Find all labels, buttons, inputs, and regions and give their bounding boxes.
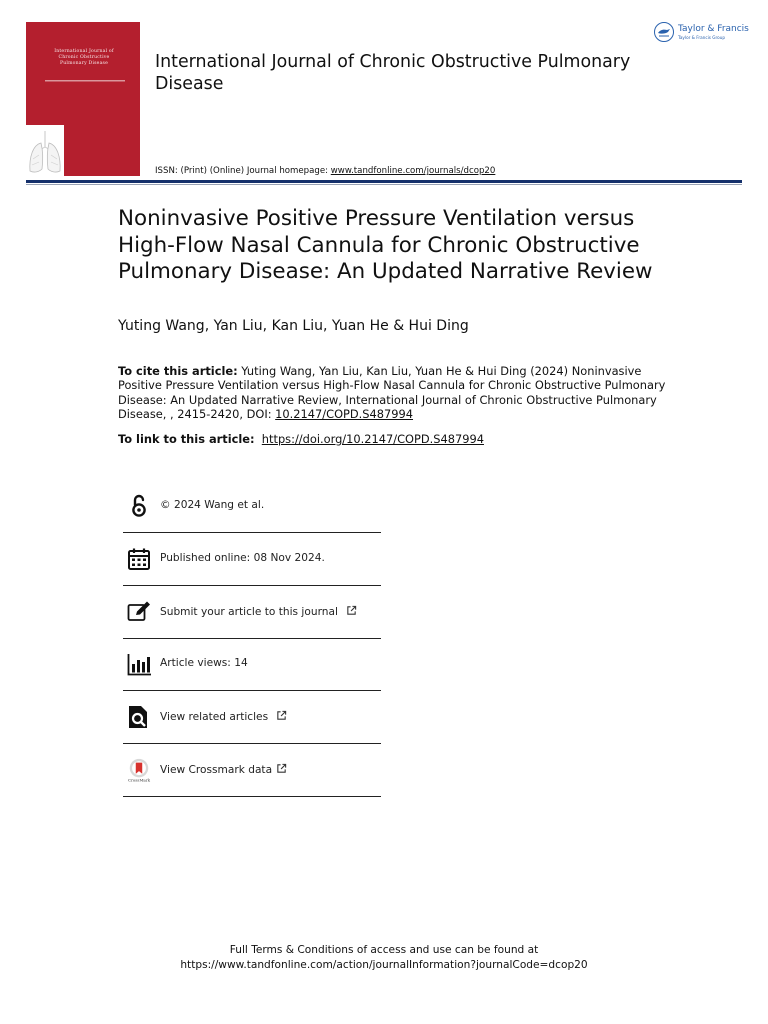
citation-label: To cite this article: [118, 364, 238, 378]
lamp-icon [655, 23, 673, 41]
article-authors: Yuting Wang, Yan Liu, Kan Liu, Yuan He & Hui Ding [118, 318, 469, 334]
terms-url[interactable]: https://www.tandfonline.com/action/journalInformation?journalCode=dcop20 [180, 958, 588, 971]
article-link-label: To link to this article: [118, 432, 255, 446]
meta-row-copyright [123, 480, 381, 533]
lungs-illustration [26, 125, 64, 176]
meta-row-submit[interactable] [123, 586, 381, 639]
meta-row-published [123, 533, 381, 586]
crossmark-link[interactable]: View Crossmark data [160, 763, 287, 776]
bar-chart-icon [127, 652, 151, 676]
related-search-icon [127, 705, 151, 729]
related-articles-link[interactable]: View related articles [160, 710, 287, 723]
cover-volume-mark [45, 79, 125, 83]
external-link-icon [346, 605, 357, 616]
publisher-group: Taylor & Francis Group [678, 35, 726, 40]
publisher-logo-icon [654, 22, 674, 42]
article-views: Article views: 14 [160, 657, 248, 669]
issn-text: ISSN: (Print) (Online) Journal homepage: [155, 166, 329, 176]
terms-footer [0, 943, 768, 972]
cover-title: International Journal of Chronic Obstructive Pulmonary Disease [54, 49, 114, 67]
header-rule-thin [26, 184, 742, 185]
meta-row-views [123, 638, 381, 691]
crossmark-badge-text: CrossMark [127, 777, 151, 782]
submit-article-link[interactable]: Submit your article to this journal [160, 605, 357, 618]
meta-row-related[interactable] [123, 691, 381, 744]
external-link-icon [276, 710, 287, 721]
edit-icon [127, 600, 151, 624]
article-link-line [118, 432, 484, 446]
journal-homepage-link[interactable]: www.tandfonline.com/journals/dcop20 [330, 166, 496, 176]
publisher-name: Taylor & Francis [678, 24, 749, 34]
external-link-icon [276, 763, 287, 774]
cover-volume-strip [36, 79, 134, 84]
published-date: Published online: 08 Nov 2024. [160, 552, 325, 564]
crossmark-icon [127, 758, 151, 782]
open-access-icon [127, 494, 151, 518]
copyright-text: © 2024 Wang et al. [160, 499, 265, 511]
citation-block [118, 364, 678, 422]
meta-divider [123, 796, 381, 797]
publisher-logo[interactable] [654, 22, 754, 46]
issn-line [155, 166, 495, 176]
calendar-icon [127, 547, 151, 571]
article-title: Noninvasive Positive Pressure Ventilation versus High-Flow Nasal Cannula for Chronic Obstructive Pulmonary Disease: An Updated Narrative Review [118, 206, 653, 284]
article-doi-link[interactable]: https://doi.org/10.2147/COPD.S487994 [261, 432, 484, 446]
meta-row-crossmark[interactable] [123, 744, 381, 797]
citation-doi-link[interactable]: 10.2147/COPD.S487994 [275, 407, 414, 422]
terms-text: Full Terms & Conditions of access and use can be found at [229, 944, 539, 956]
journal-title: International Journal of Chronic Obstructive Pulmonary Disease [155, 52, 631, 94]
citation-text: Yuting Wang, Yan Liu, Kan Liu, Yuan He & Hui Ding (2024) Noninvasive Positive Pressure Ventilation versus High-Flow Nasal Cannula for Chronic Obstructive Pulmonary Disease: An Updated Narrative Review, International Journal of Chronic Obstructive Pulmonary Disease, , 2415-2420, DOI: [118, 364, 666, 422]
header-rule [26, 180, 742, 183]
lungs-icon [26, 125, 64, 176]
journal-cover [26, 22, 140, 176]
